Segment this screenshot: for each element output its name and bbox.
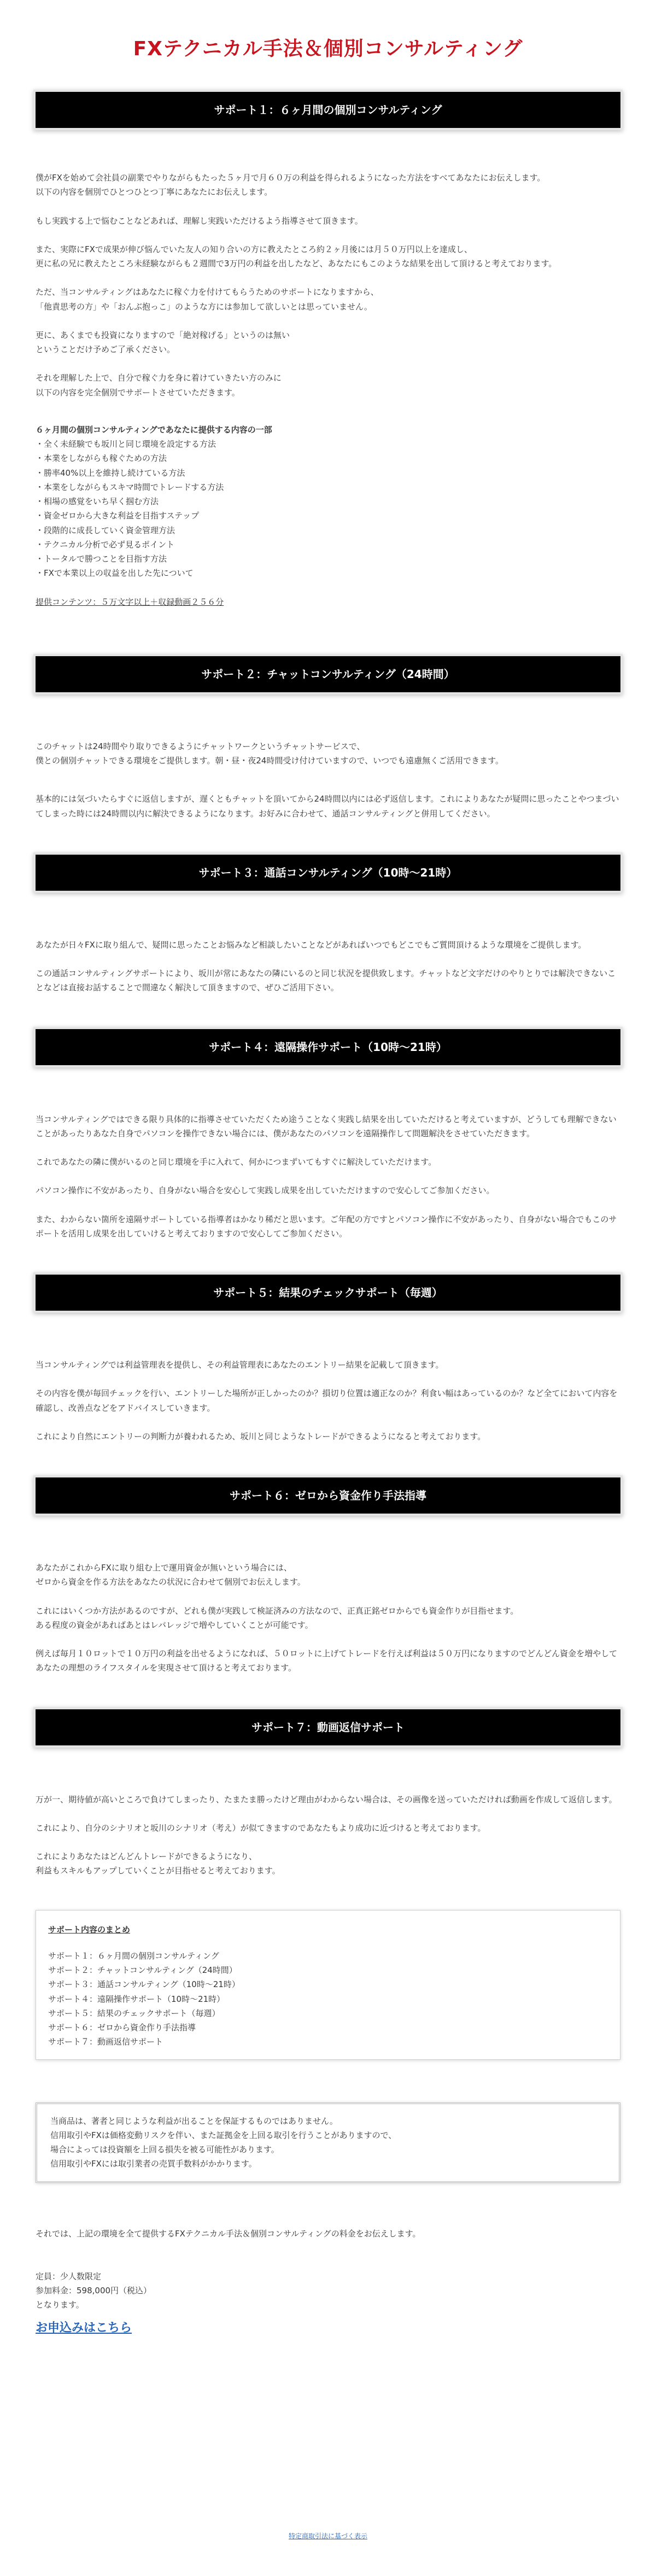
- paragraph: 当コンサルティングではできる限り具体的に指導させていただくため途うことなく実践し結果を出していただけると考えていますが、どうしても理解できないことがあったりあなた自身でパソコンを操作できない場合には、僕があなたのパソコンを遠隔操作して問題解決をさせていただきます。: [36, 1114, 617, 1138]
- section-support-6: [33, 1477, 623, 1675]
- section-heading: サポート５：結果のチェックサポート（毎週）: [36, 1275, 620, 1311]
- paragraph: 当コンサルティングでは利益管理表を提供し、その利益管理表にあなたのエントリー結果を記載して頂きます。: [36, 1360, 444, 1370]
- section-support-5: [33, 1275, 623, 1444]
- paragraph: ただ、当コンサルティングはあなたに稼ぐ力を付けてもらうためのサポートになりますから、 「他責思考の方」や「おんぶ抱っこ」のような方には参加して欲しいとは思っていません。: [36, 287, 379, 312]
- content-note: 提供コンテンツ：５万文字以上＋収録動画２５６分: [36, 597, 224, 607]
- section-heading: サポート６：ゼロから資金作り手法指導: [36, 1477, 620, 1514]
- summary-item: サポート２：チャットコンサルティング（24時間）: [48, 1965, 237, 1975]
- list-title: ６ヶ月間の個別コンサルティングであなたに提供する内容の一部: [36, 424, 272, 435]
- list-item: ・ テクニカル分析で必ず見るポイント: [36, 538, 620, 552]
- paragraph: また、わからない箇所を遠隔サポートしている指導者はかなり稀だと思います。ご年配の方ですとパソコン操作に不安があったり、自身がない場合でもこのサポートを活用し成果を出していけると考えておりますので安心してご参加ください。: [36, 1214, 617, 1239]
- list-item: ・ 本業をしながらも稼ぐための方法: [36, 451, 620, 465]
- paragraph: それを理解した上で、自分で稼ぐ力を身に着けていきたい方のみに 以下の内容を完全個別でサポートさせていただきます。: [36, 373, 282, 398]
- section-heading: サポート７：動画返信サポート: [36, 1709, 620, 1745]
- section-support-7: [33, 1709, 623, 1878]
- paragraph: これにはいくつか方法があるのですが、どれも僕が実践して検証済みの方法なので、正真正銘ゼロからでも資金作りが目指せます。 ある程度の資金があればあとはレバレッジで増やしていくことが可能です。: [36, 1605, 519, 1630]
- paragraph: その内容を僕が毎回チェックを行い、エントリーした場所が正しかったのか？損切り位置は適正なのか？利食い幅はあっているのか？など全てにおいて内容を確認し、改善点などをアドバイスしていきます。: [36, 1388, 618, 1413]
- disclaimer-text: 当商品は、著者と同じような利益が出ることを保証するものではありません。 信用取引やFXは価格変動リスクを伴い、また証拠金を上回る取引を行うことがありますので、 場合によっては投資額を上回る損失を被る可能性があります。 信用取引やFXには取引業者の売買手数料がかかります。: [50, 2116, 397, 2169]
- paragraph: あなたがこれからFXに取り組む上で運用資金が無いという場合には、 ゼロから資金を作る方法をあなたの状況に合わせて個別でお伝えします。: [36, 1563, 306, 1587]
- paragraph: あなたが日々FXに取り組んで、疑問に思ったことお悩みなど相談したいことなどがあればいつでもどこでもご質問頂けるような環境をご提供します。: [36, 939, 587, 950]
- closing-text: それでは、上記の環境を全て提供するFXテクニカル手法＆個別コンサルティングの料金をお伝えします。: [36, 2228, 421, 2239]
- paragraph: 僕がFXを始めて会社員の副業でやりながらもたった５ヶ月で月６０万の利益を得られるようになった方法をすべてあなたにお伝えします。 以下の内容を個別でひとつひとつ丁寧にあなたにお伝えします。: [36, 173, 546, 197]
- paragraph: これにより自然にエントリーの判断力が養われるため、坂川と同じようなトレードができるようになると考えております。: [36, 1431, 486, 1441]
- disclaimer-box: [36, 2102, 620, 2183]
- list-item: ・ 資金ゼロから大きな利益を目指すステップ: [36, 509, 620, 523]
- list-item: ・ 段階的に成長していく資金管理方法: [36, 523, 620, 538]
- feature-list: [36, 437, 620, 581]
- paragraph: これによりあなたはどんどんトレードができるようになり、 利益もスキルもアップしていくことが目指せると考えております。: [36, 1851, 280, 1876]
- paragraph: もし実践する上で悩むことなどあれば、理解し実践いただけるよう指導させて頂きます。: [36, 215, 363, 226]
- section-support-1: [33, 92, 623, 609]
- paragraph: このチャットは24時間やり取りできるようにチャットワークというチャットサービスで、 僕との個別チャットできる環境をご提供します。朝・昼・夜24時間受け付けていますので、いつでも遠慮無くご活用できます。: [36, 741, 503, 766]
- summary-list: [48, 1949, 608, 2049]
- list-item: ・ 全く未経験でも坂川と同じ環境を設定する方法: [36, 437, 620, 451]
- section-heading: サポート３：通話コンサルティング（10時〜21時）: [36, 855, 620, 891]
- paragraph: 更に、あくまでも投資になりますので「絶対稼げる」というのは無い ということだけ予めご了承ください。: [36, 330, 290, 354]
- paragraph: また、実際にFXで成果が伸び悩んでいた友人の知り合いの方に教えたところ約２ヶ月後には月５０万円以上を達成し、 更に私の兄に教えたところ未経験ながらも２週間で3万円の利益を出したなど、あなたにもこのような結果を出して頂けると考えております。: [36, 244, 557, 268]
- paragraph: 例えば毎月１０ロットで１０万円の利益を出せるようになれば、５０ロットに上げてトレードを行えば利益は５０万円になりますのでどんどん資金を増やしてあなたの理想のライフスタイルを実現させて頂けると考えております。: [36, 1649, 618, 1673]
- price-info: 定員：少人数限定 参加料金：598,000円（税込） となります。: [36, 2271, 152, 2310]
- summary-item: サポート６：ゼロから資金作り手法指導: [48, 2023, 196, 2032]
- summary-box: [36, 1910, 620, 2060]
- list-item: ・ トータルで勝つことを目指す方法: [36, 552, 620, 566]
- paragraph: これであなたの隣に僕がいるのと同じ環境を手に入れて、何かにつまずいてもすぐに解決していただけます。: [36, 1157, 437, 1167]
- section-support-4: [33, 1029, 623, 1241]
- paragraph: パソコン操作に不安があったり、自身がない場合を安心して実践し成果を出していただけますので安心してご参加ください。: [36, 1185, 495, 1196]
- paragraph: 万が一、期待値が高いところで負けてしまったり、たまたま勝ったけど理由がわからない場合は、その画像を送っていただければ動画を作成して返信します。: [36, 1794, 617, 1804]
- list-item: ・ 勝率40%以上を維持し続けている方法: [36, 466, 620, 480]
- section-support-3: [33, 855, 623, 995]
- summary-item: サポート７：動画返信サポート: [48, 2037, 163, 2047]
- section-support-2: [33, 656, 623, 821]
- apply-link-wrapper: [33, 2318, 623, 2339]
- apply-link[interactable]: お申込みはこちら: [36, 2321, 132, 2335]
- list-item: ・ 本業をしながらもスキマ時間でトレードする方法: [36, 480, 620, 494]
- section-heading: サポート１：６ヶ月間の個別コンサルティング: [36, 92, 620, 128]
- summary-item: サポート５：結果のチェックサポート（毎週）: [48, 2008, 220, 2018]
- page-title: FXテクニカル手法＆個別コンサルティング: [133, 38, 523, 60]
- paragraph: 基本的には気づいたらすぐに返信しますが、遅くともチャットを頂いてから24時間以内には必ず返信します。これによりあなたが疑問に思ったことやつまづいてしまった時には24時間以内に解決できるようになります。お好みに合わせて、通話コンサルティングと併用してください。: [36, 794, 619, 819]
- list-item: ・ 相場の感覚をいち早く掴む方法: [36, 494, 620, 509]
- summary-title: サポート内容のまとめ: [48, 1924, 131, 1935]
- list-item: ・ FXで本業以上の収益を出した先について: [36, 566, 620, 580]
- section-heading: サポート４：遠隔操作サポート（10時〜21時）: [36, 1029, 620, 1065]
- summary-item: サポート４：遠隔操作サポート（10時〜21時）: [48, 1994, 225, 2004]
- paragraph: これにより、自分のシナリオと坂川のシナリオ（考え）が似てきますのであなたもより成功に近づけると考えております。: [36, 1823, 486, 1833]
- paragraph: この通話コンサルティングサポートにより、坂川が常にあなたの隣にいるのと同じ状況を提供致します。チャットなど文字だけのやりとりでは解決できないことなどは直接お話することで間違なく解決して頂きますので、ぜひご活用下さい。: [36, 968, 616, 993]
- legal-notice-link[interactable]: 特定商取引法に基づく表示: [288, 2532, 367, 2540]
- summary-item: サポート１：６ヶ月間の個別コンサルティング: [48, 1950, 219, 1961]
- summary-item: サポート３：通話コンサルティング（10時〜21時）: [48, 1979, 240, 1990]
- section-heading: サポート２：チャットコンサルティング（24時間）: [36, 656, 620, 692]
